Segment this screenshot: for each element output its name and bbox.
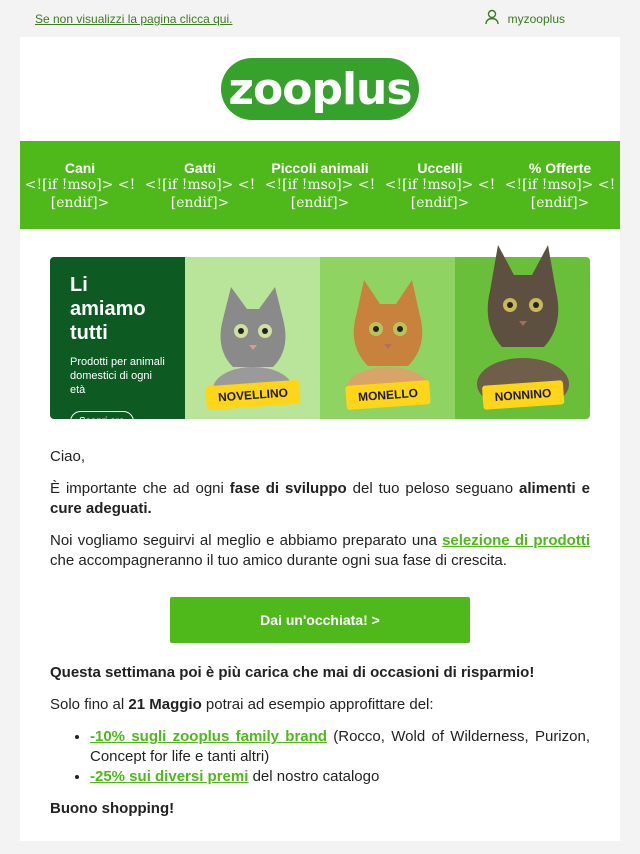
view-online-link[interactable]: Se non visualizzi la pagina clicca qui. xyxy=(35,11,233,26)
account-link[interactable] xyxy=(484,9,565,28)
list-item xyxy=(90,727,590,767)
hero-subtitle: Prodotti per animali domestici di ogni età xyxy=(70,356,165,396)
text: È importante che ad ogni xyxy=(50,480,230,497)
cta-row xyxy=(50,597,590,643)
product-selection-link[interactable]: selezione di prodotti xyxy=(442,532,590,549)
stage-tag-nonnino: NONNINO xyxy=(481,380,563,410)
paragraph-deadline xyxy=(50,695,590,715)
text-bold: 21 Maggio xyxy=(128,696,202,713)
paragraph-savings xyxy=(50,663,590,683)
nav-item-label: Gatti xyxy=(184,160,216,176)
nav-item-gatti[interactable] xyxy=(140,141,260,229)
hero-panel-senior xyxy=(455,257,590,419)
nav-item-comment: <![if !mso]> <![endif]> xyxy=(144,177,256,211)
hero-text-block xyxy=(50,257,185,427)
nav-item-label: Piccoli animali xyxy=(271,160,369,176)
paragraph-selection xyxy=(50,531,590,571)
nav-item-label: Uccelli xyxy=(417,160,463,176)
email-body xyxy=(20,419,620,841)
text: del tuo peloso seguano xyxy=(346,480,520,497)
closing xyxy=(50,799,590,819)
text: che accompagneranno il tuo amico durante ogni sua fase di crescita. xyxy=(50,552,507,569)
logo-row xyxy=(20,37,620,141)
text-bold: alimenti e cure adeguati. xyxy=(50,480,590,517)
top-bar xyxy=(20,0,620,37)
senior-cat-image xyxy=(468,239,578,399)
account-label: myzooplus xyxy=(507,11,565,26)
category-nav xyxy=(20,141,620,229)
hero-panel-adult xyxy=(320,257,455,419)
nav-item-comment: <![if !mso]> <![endif]> xyxy=(264,177,376,211)
hero-banner[interactable] xyxy=(50,257,590,427)
email-container xyxy=(20,0,620,841)
text-bold: Buono shopping! xyxy=(50,800,175,817)
zooplus-logo[interactable]: zooplus xyxy=(221,58,419,120)
premi-link[interactable]: -25% sui diversi premi xyxy=(90,768,249,785)
text: Noi vogliamo seguirvi al meglio e abbiamo preparato una xyxy=(50,532,443,549)
nav-item-comment: <![if !mso]> <![endif]> xyxy=(384,177,496,211)
nav-item-comment: <![if !mso]> <![endif]> xyxy=(24,177,136,211)
nav-item-label: Cani xyxy=(64,160,96,176)
hero-title: Li amiamo tutti xyxy=(70,274,146,344)
nav-item-piccoli-animali[interactable] xyxy=(260,141,380,229)
stage-tag-monello: MONELLO xyxy=(345,380,430,410)
greeting: Ciao, xyxy=(50,448,86,465)
text: (Rocco, Wold of Wilderness, Purizon, Concept for life e tanti altri) xyxy=(90,728,590,765)
list-item xyxy=(90,767,590,787)
hero-area xyxy=(20,229,620,427)
stage-tag-novellino: NOVELLINO xyxy=(205,380,300,410)
text: potrai ad esempio approfittare del: xyxy=(201,696,434,713)
look-button[interactable]: Dai un'occhiata! > xyxy=(170,597,470,643)
nav-item-comment: <![if !mso]> <![endif]> xyxy=(504,177,616,211)
text-bold: fase di sviluppo xyxy=(229,480,347,497)
hero-panel-kitten xyxy=(185,257,320,419)
text-bold: Questa settimana poi è più carica che mai di occasioni di risparmio! xyxy=(50,664,535,681)
user-icon xyxy=(484,9,500,28)
offers-list xyxy=(50,727,590,787)
nav-item-offerte[interactable] xyxy=(500,141,620,229)
hero-cta-button[interactable]: Scopri ora xyxy=(70,411,134,432)
nav-item-label: % Offerte xyxy=(528,160,592,176)
text: Solo fino al xyxy=(50,696,129,713)
paragraph-intro xyxy=(50,479,590,519)
text: del nostro catalogo xyxy=(248,768,380,785)
nav-item-uccelli[interactable] xyxy=(380,141,500,229)
nav-item-cani[interactable] xyxy=(20,141,140,229)
family-brand-link[interactable]: -10% sugli zooplus family brand xyxy=(90,728,327,745)
